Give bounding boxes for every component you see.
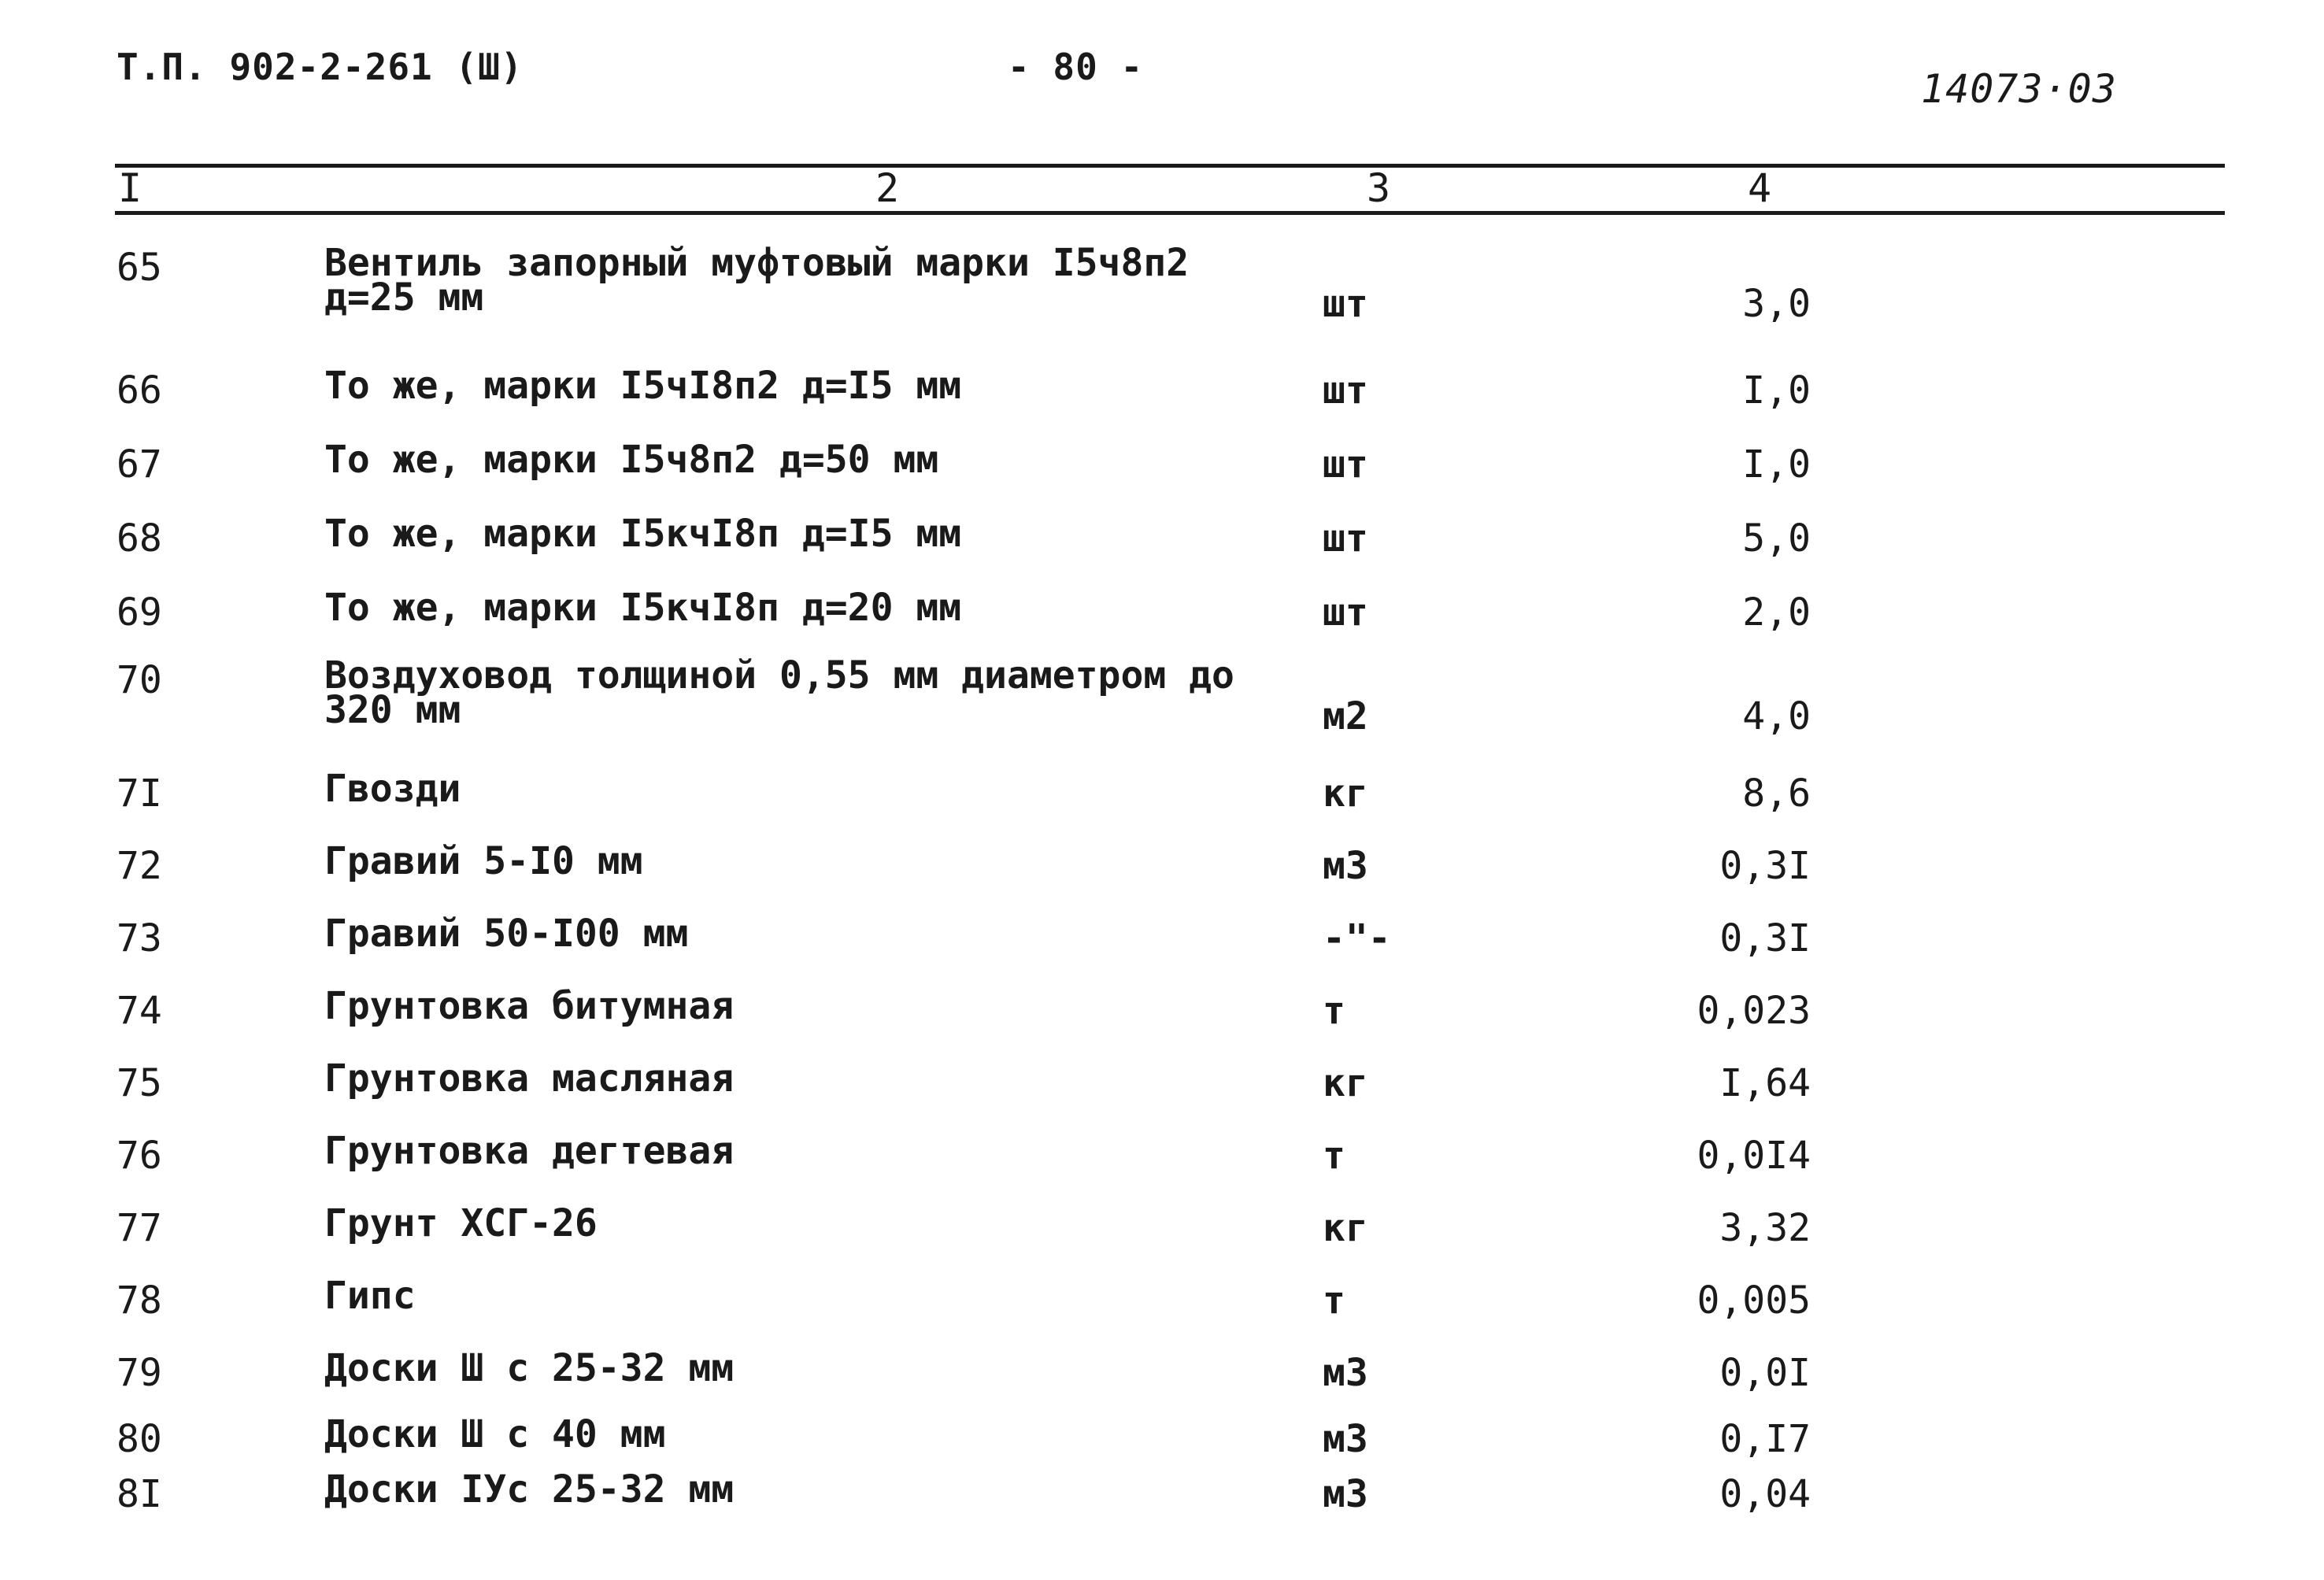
row-number: 66 — [117, 368, 162, 413]
item-name-line: То же, марки I5чI8п2 д=I5 мм — [324, 364, 962, 408]
item-name-line: 320 мм — [324, 688, 461, 732]
item-name-line: Вентиль запорный муфтовый марки I5ч8п2 — [324, 241, 1190, 285]
item-quantity: I,0 — [1742, 368, 1811, 413]
item-name-line: Доски Ш с 25-32 мм — [324, 1346, 735, 1390]
row-number: 69 — [117, 590, 162, 635]
item-unit: -"- — [1323, 916, 1391, 960]
table-top-rule — [115, 164, 2225, 168]
item-quantity: 0,3I — [1719, 916, 1811, 960]
item-unit: кг — [1323, 1061, 1368, 1105]
item-unit: м2 — [1323, 694, 1368, 738]
row-number: 74 — [117, 989, 162, 1033]
column-header-2: 2 — [875, 165, 900, 211]
row-number: 7I — [117, 771, 162, 816]
item-unit: м3 — [1323, 1351, 1368, 1395]
item-name-line: То же, марки I5кчI8п д=I5 мм — [324, 512, 962, 556]
item-unit: м3 — [1323, 1472, 1368, 1516]
item-quantity: 0,0I4 — [1697, 1134, 1811, 1178]
row-number: 68 — [117, 516, 162, 561]
item-name-line: Доски Ш с 40 мм — [324, 1412, 666, 1456]
row-number: 70 — [117, 658, 162, 702]
doc-reference: Т.П. 902-2-261 (Ш) — [117, 46, 524, 88]
item-quantity: 3,0 — [1742, 282, 1811, 326]
item-name-line: Воздуховод толщиной 0,55 мм диаметром до — [324, 653, 1234, 697]
item-unit: м3 — [1323, 844, 1368, 888]
row-number: 77 — [117, 1206, 162, 1250]
item-quantity: 5,0 — [1742, 516, 1811, 561]
item-quantity: 2,0 — [1742, 590, 1811, 635]
row-number: 72 — [117, 844, 162, 888]
item-quantity: 0,005 — [1697, 1278, 1811, 1323]
item-name-line: Грунт ХСГ-26 — [324, 1201, 598, 1245]
item-quantity: I,0 — [1742, 442, 1811, 487]
item-unit: шт — [1323, 516, 1368, 561]
item-unit: м3 — [1323, 1417, 1368, 1461]
row-number: 76 — [117, 1134, 162, 1178]
item-quantity: 3,32 — [1719, 1206, 1811, 1250]
item-quantity: 0,0I — [1719, 1351, 1811, 1395]
row-number: 78 — [117, 1278, 162, 1323]
item-name-line: Гипс — [324, 1274, 416, 1318]
item-unit: шт — [1323, 368, 1368, 413]
item-name-line: Гравий 5-I0 мм — [324, 839, 643, 883]
item-name-line: Грунтовка дегтевая — [324, 1129, 735, 1173]
item-name-line: То же, марки I5кчI8п д=20 мм — [324, 586, 962, 630]
table-header-rule — [115, 211, 2225, 215]
row-number: 75 — [117, 1061, 162, 1105]
column-header-3: 3 — [1367, 165, 1391, 211]
item-name-line: Грунтовка битумная — [324, 984, 735, 1028]
item-quantity: I,64 — [1719, 1061, 1811, 1105]
item-quantity: 8,6 — [1742, 771, 1811, 816]
row-number: 79 — [117, 1351, 162, 1395]
item-unit: т — [1323, 989, 1345, 1033]
row-number: 8I — [117, 1472, 162, 1516]
item-quantity: 0,023 — [1697, 989, 1811, 1033]
column-header-4: 4 — [1748, 165, 1772, 211]
item-unit: шт — [1323, 442, 1368, 487]
item-unit: т — [1323, 1134, 1345, 1178]
item-unit: кг — [1323, 1206, 1368, 1250]
item-quantity: 4,0 — [1742, 694, 1811, 738]
item-unit: т — [1323, 1278, 1345, 1323]
row-number: 80 — [117, 1417, 162, 1461]
item-quantity: 0,I7 — [1719, 1417, 1811, 1461]
item-name-line: Доски IУс 25-32 мм — [324, 1467, 735, 1512]
row-number: 65 — [117, 246, 162, 290]
page-number: - 80 - — [1008, 46, 1144, 88]
item-name-line: Грунтовка масляная — [324, 1056, 735, 1101]
item-name-line: Гвозди — [324, 767, 461, 811]
row-number: 67 — [117, 442, 162, 487]
item-name-line: То же, марки I5ч8п2 д=50 мм — [324, 438, 939, 482]
row-number: 73 — [117, 916, 162, 960]
item-name-line: Гравий 50-I00 мм — [324, 912, 689, 956]
item-unit: шт — [1323, 282, 1368, 326]
column-header-1: I — [118, 165, 142, 211]
item-unit: шт — [1323, 590, 1368, 635]
item-quantity: 0,3I — [1719, 844, 1811, 888]
item-quantity: 0,04 — [1719, 1472, 1811, 1516]
doc-code: 14073·03 — [1921, 66, 2117, 112]
item-unit: кг — [1323, 771, 1368, 816]
item-name-line: д=25 мм — [324, 276, 484, 320]
